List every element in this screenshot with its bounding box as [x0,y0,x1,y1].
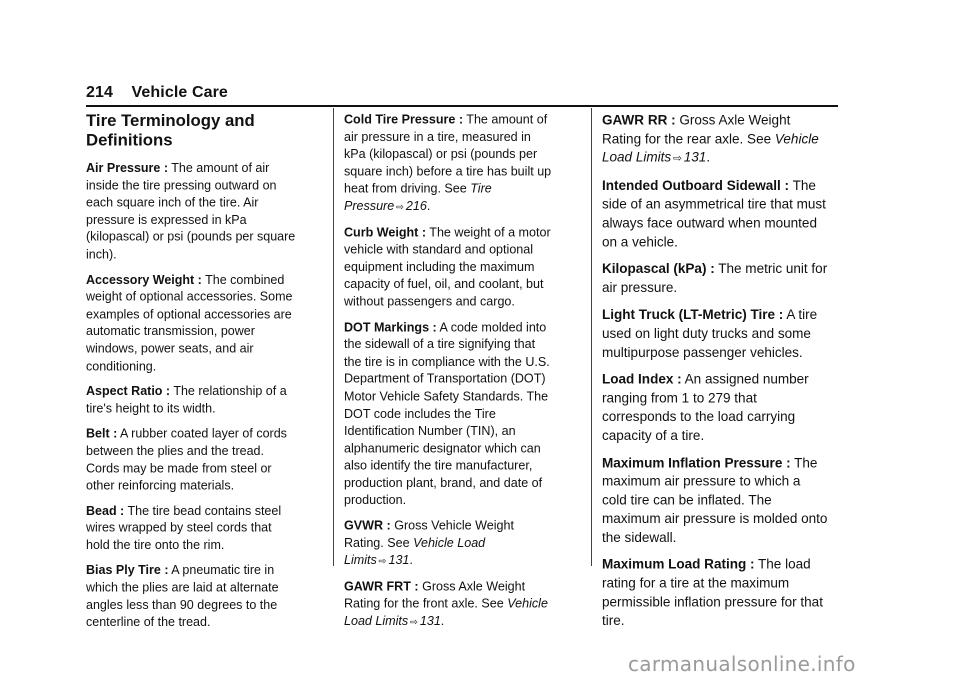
definition-entry [344,319,554,510]
definition-entry [602,371,829,446]
page-reference-arrow-icon: ⇨ [409,617,419,628]
definition-term: GVWR : [344,518,391,534]
definition-entry [344,579,554,632]
definition-entry [86,272,296,376]
definition-term: Maximum Load Rating : [602,557,755,573]
sentence-end: . [706,150,711,166]
column-divider [591,108,592,566]
definition-term: GAWR RR : [602,112,676,129]
definition-term: Cold Tire Pressure : [344,112,464,128]
column-1 [86,112,296,640]
definition-term: Load Index : [602,372,682,388]
definition-entry [344,518,554,571]
definition-term: Aspect Ratio : [86,384,171,399]
definition-text: A rubber coated layer of cords between the plies and the tread. Cords may be made from steel or other reinforcing materials. [86,426,287,493]
watermark: carmanualsonline.info [628,652,856,676]
definition-term: Maximum Inflation Pressure : [602,455,791,471]
definition-term: DOT Markings : [344,320,437,335]
definition-text: The load rating for a tire at the maximum permissible inflation pressure for that tire. [602,557,823,629]
definition-term: Belt : [86,426,118,442]
section-name: Vehicle Care [131,84,228,101]
definition-term: Bead : [86,503,125,519]
definition-text: The amount of air inside the tire pressing outward on each square inch of the tire. Air pressure is expressed in kPa (kilopascal) or psi (pounds per square inch). [86,161,296,262]
column-3 [602,112,829,640]
definition-entry [602,112,829,169]
definition-entry [86,503,296,555]
page-reference-arrow-icon: ⇨ [378,556,387,567]
definition-entry [344,112,554,217]
definition-text: A tire used on light duty trucks and some multipurpose passenger vehicles. [602,307,818,361]
definition-text: A code molded into the sidewall of a tire signifying that the tire is in compliance with the U.S. Department of Transportation (DOT) Motor Vehicle Safety Standards. The DOT code includes the Tire Identification Number (TIN), an alphanumeric designator which can also identify the tire manufacturer, production plant, brand, and date of production. [344,320,550,508]
definition-entry [602,455,829,548]
definition-text: Gross Axle Weight Rating for the front axle. See [344,579,526,612]
definition-text: The amount of air pressure in a tire, measured in kPa (kilopascal) or psi (pounds per square inch) before a tire has built up heat from driving. See [344,112,552,197]
cross-reference-link[interactable]: Vehicle Load Limits [602,131,819,166]
definition-entry [602,178,829,253]
header-rule [86,105,838,107]
definition-entry [602,307,829,363]
cross-reference-link[interactable]: Vehicle Load Limits [344,536,486,568]
column-divider [333,108,334,566]
cross-reference-page[interactable]: 131 [683,150,707,166]
cross-reference-page[interactable]: 131 [388,553,410,568]
page-number: 214 [86,84,113,101]
sentence-end: . [440,614,445,629]
definition-entry [602,557,829,632]
definition-term: Intended Outboard Sidewall : [602,178,790,194]
definition-text: A pneumatic tire in which the plies are laid at alternate angles less than 90 degrees to the centerline of the tread. [86,563,279,630]
definition-term: Bias Ply Tire : [86,563,169,578]
definition-entry [86,160,296,264]
sentence-end: . [409,553,413,568]
definition-term: Accessory Weight : [86,272,202,288]
definition-term: Kilopascal (kPa) : [602,261,715,278]
definition-text: The weight of a motor vehicle with standard and optional equipment including the maximum capacity of fuel, oil, and coolant, but without passengers and cargo. [344,225,551,310]
definition-term: Curb Weight : [344,225,427,240]
definition-text: The side of an asymmetrical tire that must always face outward when mounted on a vehicle. [602,178,826,250]
definition-text: The tire bead contains steel wires wrapped by steel cords that hold the tire onto the rim. [86,503,282,553]
cross-reference-link[interactable]: Tire Pressure [344,182,492,214]
page-header [86,84,228,102]
definition-entry [86,563,296,632]
definition-entry [344,225,554,312]
definition-term: GAWR FRT : [344,579,419,594]
definition-entry [602,261,829,298]
cross-reference-page[interactable]: 216 [405,199,427,214]
cross-reference-link[interactable]: Vehicle Load Limits [344,597,548,629]
definition-text: The combined weight of optional accessories. Some examples of optional accessories are automatic transmission, power windows, power seats, and air conditioning. [86,272,293,374]
section-title: Tire Terminology and Definitions [86,112,255,150]
definition-term: Air Pressure : [86,161,169,176]
definition-text: Gross Vehicle Weight Rating. See [344,518,514,551]
cross-reference-page[interactable]: 131 [419,614,441,629]
definition-text: The maximum air pressure to which a cold tire can be inflated. The maximum air pressure is molded onto the sidewall. [602,455,828,546]
definition-entry [86,426,296,495]
sentence-end: . [426,199,431,214]
definition-entry [86,384,296,419]
definition-text: An assigned number ranging from 1 to 279 that corresponds to the load carrying capacity of a tire. [602,372,809,444]
definition-term: Light Truck (LT-Metric) Tire : [602,307,784,323]
page-reference-arrow-icon: ⇨ [395,202,405,213]
definition-text: Gross Axle Weight Rating for the rear axle. See [602,112,791,147]
definition-text: The metric unit for air pressure. [602,261,828,296]
definition-text: The relationship of a tire's height to its width. [86,384,287,416]
page-reference-arrow-icon: ⇨ [673,153,682,165]
column-2 [344,112,554,640]
